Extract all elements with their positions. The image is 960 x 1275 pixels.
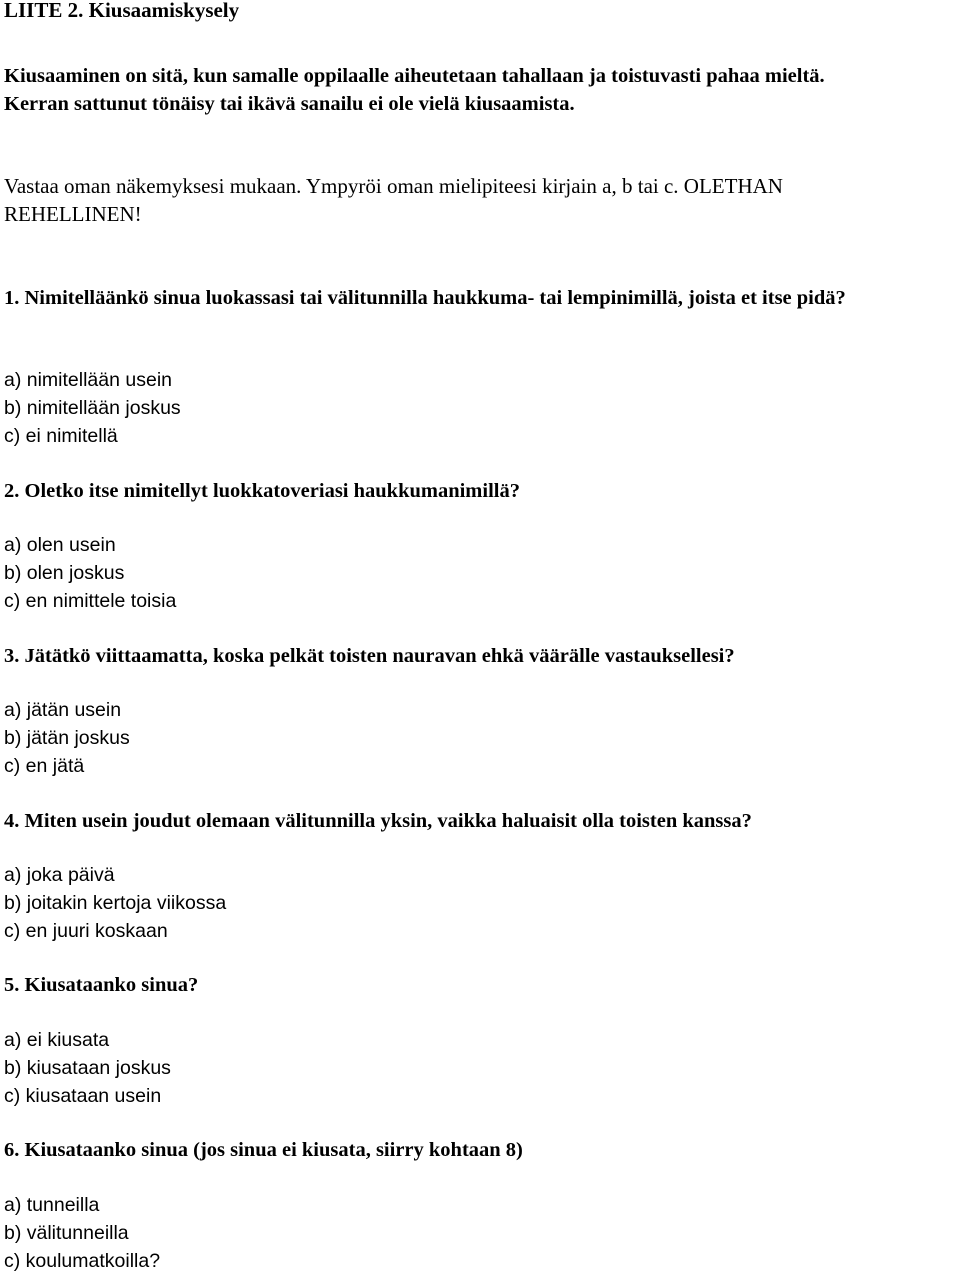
question-6-option-b[interactable]: b) välitunneilla xyxy=(4,1222,129,1244)
question-5-text: 5. Kiusataanko sinua? xyxy=(4,974,199,996)
question-3-text: 3. Jätätkö viittaamatta, koska pelkät toisten nauravan ehkä väärälle vastauksellesi? xyxy=(4,645,735,667)
question-6-option-c[interactable]: c) koulumatkoilla? xyxy=(4,1250,161,1272)
instructions-paragraph: Vastaa oman näkemyksesi mukaan. Ympyröi oman mielipiteesi kirjain a, b tai c. OLETHAN REHELLINEN! xyxy=(4,174,783,226)
question-6-option-a[interactable]: a) tunneilla xyxy=(4,1194,100,1216)
question-5-option-a[interactable]: a) ei kiusata xyxy=(4,1029,110,1051)
question-3-option-b[interactable]: b) jätän joskus xyxy=(4,727,130,749)
question-5-option-c[interactable]: c) kiusataan usein xyxy=(4,1085,162,1107)
intro-line-1: Kiusaaminen on sitä, kun samalle oppilaalle aiheutetaan tahallaan ja toistuvasti pahaa mieltä. xyxy=(4,65,825,87)
question-6 xyxy=(4,1136,949,1164)
question-1-option-c[interactable]: c) ei nimitellä xyxy=(4,425,118,447)
question-4-option-c[interactable]: c) en juuri koskaan xyxy=(4,920,168,942)
question-5-option-b[interactable]: b) kiusataan joskus xyxy=(4,1057,171,1079)
question-2-option-c[interactable]: c) en nimittele toisia xyxy=(4,590,177,612)
question-3-options xyxy=(4,696,130,780)
question-4 xyxy=(4,807,949,835)
intro-line-2: Kerran sattunut tönäisy tai ikävä sanailu ei ole vielä kiusaamista. xyxy=(4,93,575,115)
question-1-text: 1. Nimitelläänkö sinua luokassasi tai välitunnilla haukkuma- tai lempinimillä, joista et itse pidä? xyxy=(4,287,846,309)
question-5 xyxy=(4,971,949,999)
question-6-text: 6. Kiusataanko sinua (jos sinua ei kiusata, siirry kohtaan 8) xyxy=(4,1139,523,1161)
question-1 xyxy=(4,284,949,312)
intro-paragraph xyxy=(4,62,954,118)
document-title: LIITE 2. Kiusaamiskysely xyxy=(4,0,240,22)
question-5-options xyxy=(4,1026,171,1110)
question-1-option-a[interactable]: a) nimitellään usein xyxy=(4,369,173,391)
question-3-option-a[interactable]: a) jätän usein xyxy=(4,699,122,721)
question-3-option-c[interactable]: c) en jätä xyxy=(4,755,85,777)
question-6-options xyxy=(4,1191,160,1275)
question-2-option-a[interactable]: a) olen usein xyxy=(4,534,116,556)
question-4-option-a[interactable]: a) joka päivä xyxy=(4,864,115,886)
question-4-options xyxy=(4,861,226,945)
question-2-text: 2. Oletko itse nimitellyt luokkatoveriasi haukkumanimillä? xyxy=(4,480,520,502)
question-2-options xyxy=(4,531,176,615)
question-1-option-b[interactable]: b) nimitellään joskus xyxy=(4,397,181,419)
question-4-option-b[interactable]: b) joitakin kertoja viikossa xyxy=(4,892,227,914)
question-2 xyxy=(4,477,949,505)
question-1-options xyxy=(4,366,181,450)
question-4-text: 4. Miten usein joudut olemaan välitunnilla yksin, vaikka haluaisit olla toisten kanssa? xyxy=(4,810,752,832)
question-3 xyxy=(4,642,949,670)
question-2-option-b[interactable]: b) olen joskus xyxy=(4,562,125,584)
